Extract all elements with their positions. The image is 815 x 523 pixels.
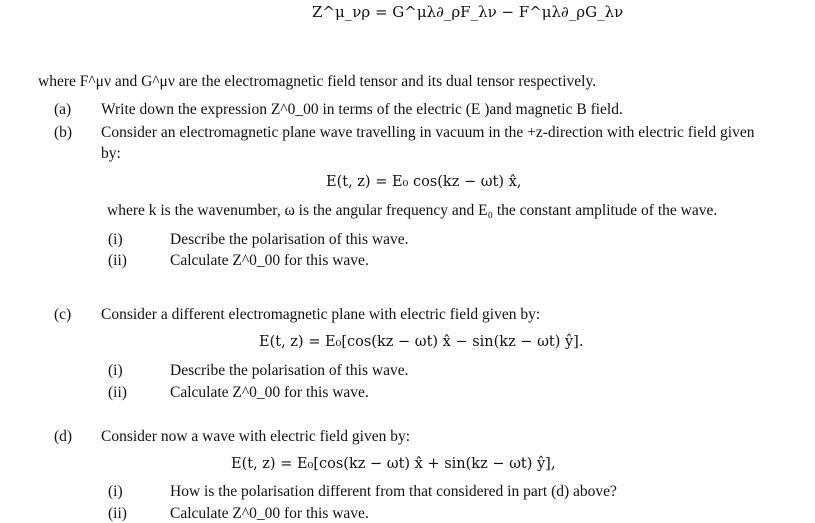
part-b-where: where k is the wavenumber, ω is the angular frequency and E₀ the constant amplitude of the wave. [107,202,718,219]
part-c-ii-text: Calculate Z^0_00 for this wave. [170,384,369,401]
part-d-ii-text: Calculate Z^0_00 for this wave. [170,505,369,522]
part-d-ii-label: (ii) [108,505,127,522]
part-c-label: (c) [54,306,72,323]
part-b-equation: E(t, z) = E₀ cos(kz − ωt) x̂, [326,174,522,190]
part-c-text: Consider a different electromagnetic plane with electric field given by: [101,306,541,323]
part-d-text: Consider now a wave with electric field given by: [101,428,411,445]
part-b-text-line2: by: [101,145,121,162]
part-c-equation: E(t, z) = E₀[cos(kz − ωt) x̂ − sin(kz − ωt) ŷ]. [259,334,584,350]
part-b-i-text: Describe the polarisation of this wave. [170,231,409,248]
part-d-equation: E(t, z) = E₀[cos(kz − ωt) x̂ + sin(kz − ωt) ŷ], [231,456,556,472]
top-equation [312,4,623,21]
part-d-i-label: (i) [108,483,123,500]
part-c-ii-label: (ii) [108,384,127,401]
part-d-label: (d) [54,428,73,445]
part-a-label: (a) [54,101,72,118]
part-c-i-label: (i) [108,362,123,379]
part-c-i-text: Describe the polarisation of this wave. [170,362,409,379]
top-equation-text: Z^μ_νρ = G^μλ∂_ρF_λν − F^μλ∂_ρG_λν [312,3,624,21]
intro-text: where F^μν and G^μν are the electromagnetic field tensor and its dual tensor respectively. [38,73,597,90]
part-b-ii-label: (ii) [108,252,127,269]
part-d-i-text: How is the polarisation different from that considered in part (d) above? [170,483,617,500]
part-a-text: Write down the expression Z^0_00 in terms of the electric (E )and magnetic B field. [101,101,623,118]
part-b-text-line1: Consider an electromagnetic plane wave travelling in vacuum in the +z-direction with electric field given [101,124,755,141]
part-b-ii-text: Calculate Z^0_00 for this wave. [170,252,369,269]
part-b-label: (b) [54,124,73,141]
part-b-i-label: (i) [108,231,123,248]
